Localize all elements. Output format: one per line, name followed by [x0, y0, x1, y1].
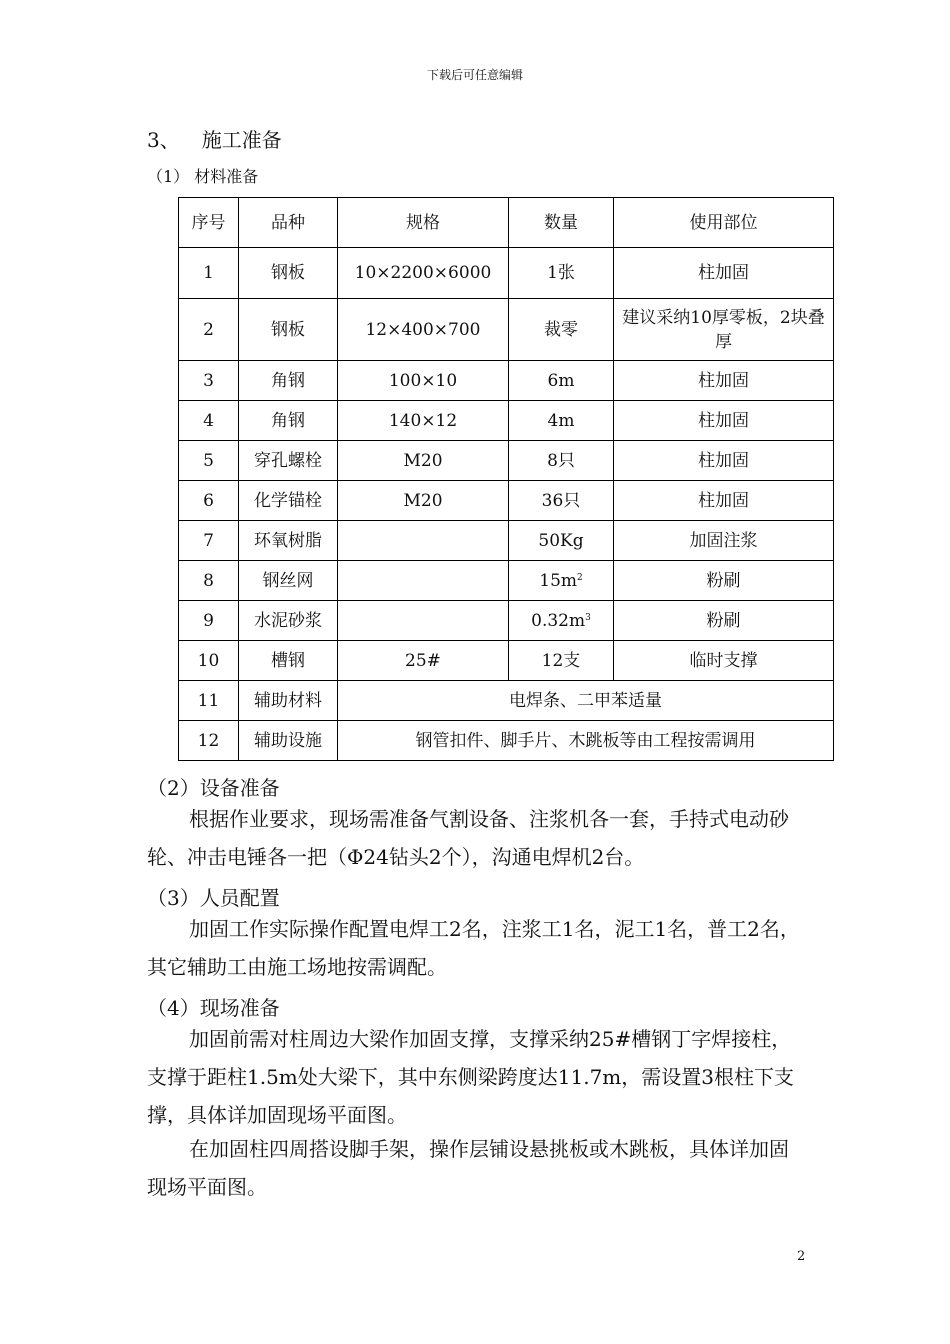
- cell-no: 11: [179, 681, 239, 721]
- page-number: 2: [797, 1249, 806, 1264]
- qty-superscript: 2: [577, 572, 583, 583]
- cell-qty: [509, 601, 614, 641]
- cell-no: 10: [179, 641, 239, 681]
- cell-spec: M20: [338, 481, 509, 521]
- cell-no: 8: [179, 561, 239, 601]
- cell-use: 粉刷: [614, 561, 834, 601]
- table-row: [179, 561, 834, 601]
- section-title-text: 施工准备: [201, 128, 282, 152]
- table-row: [179, 441, 834, 481]
- cell-no: 1: [179, 248, 239, 299]
- cell-merged-text: 钢管扣件、脚手片、木跳板等由工程按需调用: [338, 721, 834, 761]
- cell-name: 水泥砂浆: [239, 601, 338, 641]
- qty-value: 0.32m: [531, 610, 586, 631]
- cell-no: 9: [179, 601, 239, 641]
- cell-spec: [338, 561, 509, 601]
- table-row-merged: [179, 721, 834, 761]
- header-cell: 序号: [179, 198, 239, 248]
- cell-use: 柱加固: [614, 248, 834, 299]
- header-cell: 规格: [338, 198, 509, 248]
- cell-spec: 25#: [338, 641, 509, 681]
- equipment-heading: （2）设备准备: [147, 776, 280, 800]
- cell-use: 柱加固: [614, 441, 834, 481]
- header-cell: 使用部位: [614, 198, 834, 248]
- cell-name: 化学锚栓: [239, 481, 338, 521]
- section-number: 3、: [147, 128, 180, 152]
- cell-name: 钢板: [239, 248, 338, 299]
- cell-qty: 50Kg: [509, 521, 614, 561]
- cell-spec: 12×400×700: [338, 299, 509, 361]
- cell-name: 辅助材料: [239, 681, 338, 721]
- equipment-paragraph: 根据作业要求，现场需准备气割设备、注浆机各一套，手持式电动砂轮、冲击电锤各一把（Φ24钻头2个），沟通电焊机2台。: [147, 807, 789, 869]
- cell-spec: M20: [338, 441, 509, 481]
- cell-no: 5: [179, 441, 239, 481]
- cell-no: 2: [179, 299, 239, 361]
- cell-use: 柱加固: [614, 361, 834, 401]
- cell-name: 钢丝网: [239, 561, 338, 601]
- table-row: [179, 481, 834, 521]
- cell-use: 建议采纳10厚零板，2块叠厚: [614, 299, 834, 361]
- table-header-row: [179, 198, 834, 248]
- section-title: [147, 124, 282, 153]
- site-heading: （4）现场准备: [147, 996, 280, 1020]
- header-cell: 数量: [509, 198, 614, 248]
- table-row: [179, 401, 834, 441]
- cell-name: 辅助设施: [239, 721, 338, 761]
- cell-spec: [338, 521, 509, 561]
- site-paragraph-2: 在加固柱四周搭设脚手架，操作层铺设悬挑板或木跳板，具体详加固现场平面图。: [147, 1137, 789, 1199]
- cell-name: 环氧树脂: [239, 521, 338, 561]
- cell-use: 柱加固: [614, 401, 834, 441]
- table-row: [179, 248, 834, 299]
- table-row: [179, 521, 834, 561]
- cell-use: 粉刷: [614, 601, 834, 641]
- cell-no: 6: [179, 481, 239, 521]
- cell-no: 4: [179, 401, 239, 441]
- cell-qty: 8只: [509, 441, 614, 481]
- material-heading: （1） 材料准备: [147, 167, 259, 186]
- cell-merged-text: 电焊条、二甲苯适量: [338, 681, 834, 721]
- page-header: 下载后可任意编辑: [426, 68, 523, 82]
- cell-qty: 12支: [509, 641, 614, 681]
- cell-use: 临时支撑: [614, 641, 834, 681]
- qty-superscript: 3: [585, 612, 591, 623]
- cell-name: 穿孔螺栓: [239, 441, 338, 481]
- material-table: [178, 197, 834, 761]
- table-row: [179, 361, 834, 401]
- personnel-paragraph: 加固工作实际操作配置电焊工2名，注浆工1名，泥工1名，普工2名，其它辅助工由施工场地按需调配。: [147, 917, 800, 979]
- cell-use: 加固注浆: [614, 521, 834, 561]
- cell-no: 12: [179, 721, 239, 761]
- site-paragraph-1: 加固前需对柱周边大梁作加固支撑，支撑采纳25#槽钢丁字焊接柱，支撑于距柱1.5m处大梁下，其中东侧梁跨度达11.7m，需设置3根柱下支撑，具体详加固现场平面图。: [147, 1027, 794, 1127]
- cell-use: 柱加固: [614, 481, 834, 521]
- cell-name: 角钢: [239, 401, 338, 441]
- cell-name: 槽钢: [239, 641, 338, 681]
- cell-spec: [338, 601, 509, 641]
- cell-qty: 裁零: [509, 299, 614, 361]
- cell-spec: 140×12: [338, 401, 509, 441]
- table-row: [179, 299, 834, 361]
- qty-value: 15m: [539, 570, 578, 591]
- cell-qty: [509, 561, 614, 601]
- cell-qty: 1张: [509, 248, 614, 299]
- table-row: [179, 641, 834, 681]
- table-row-merged: [179, 681, 834, 721]
- table-row: [179, 601, 834, 641]
- cell-name: 角钢: [239, 361, 338, 401]
- cell-spec: 10×2200×6000: [338, 248, 509, 299]
- cell-no: 3: [179, 361, 239, 401]
- cell-no: 7: [179, 521, 239, 561]
- cell-qty: 4m: [509, 401, 614, 441]
- cell-qty: 36只: [509, 481, 614, 521]
- cell-spec: 100×10: [338, 361, 509, 401]
- header-cell: 品种: [239, 198, 338, 248]
- cell-name: 钢板: [239, 299, 338, 361]
- cell-qty: 6m: [509, 361, 614, 401]
- personnel-heading: （3）人员配置: [147, 886, 280, 910]
